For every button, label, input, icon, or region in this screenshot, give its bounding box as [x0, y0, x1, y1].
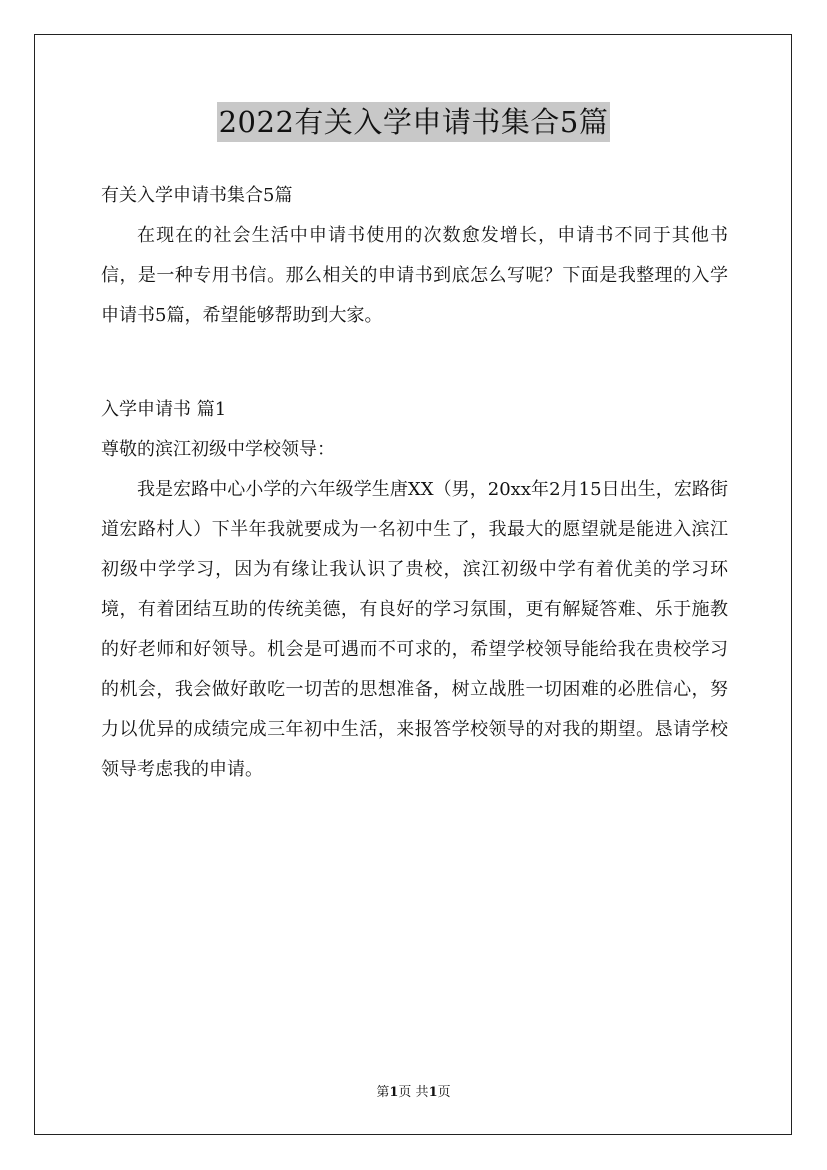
page-footer	[0, 1083, 827, 1103]
document-subtitle: 有关入学申请书集合5篇	[101, 185, 293, 206]
salutation: 尊敬的滨江初级中学校领导：	[101, 439, 335, 460]
document-body	[101, 176, 728, 790]
document-title: 2022有关入学申请书集合5篇	[217, 102, 611, 142]
footer-page-total: 1	[428, 1085, 438, 1100]
section-heading: 入学申请书 篇1	[101, 399, 227, 420]
footer-page-suffix: 页	[437, 1085, 451, 1100]
section-gap	[101, 336, 728, 390]
body-paragraph: 我是宏路中心小学的六年级学生唐XX（男，20xx年2月15日出生，宏路街道宏路村人）下半年我就要成为一名初中生了，我最大的愿望就是能进入滨江初级中学学习，因为有缘让我认识了贵校，滨江初级中学有着优美的学习环境，有着团结互助的传统美德，有良好的学习氛围，更有解疑答难、乐于施教的好老师和好领导。机会是可遇而不可求的，希望学校领导能给我在贵校学习的机会，我会做好敢吃一切苦的思想准备，树立战胜一切困难的必胜信心，努力以优异的成绩完成三年初中生活，来报答学校领导的对我的期望。恳请学校领导考虑我的申请。	[101, 479, 728, 780]
footer-page-prefix: 第	[376, 1085, 390, 1100]
footer-page-mid: 页 共	[398, 1085, 429, 1100]
title-container	[0, 102, 827, 142]
intro-paragraph: 在现在的社会生活中申请书使用的次数愈发增长，申请书不同于其他书信，是一种专用书信。那么相关的申请书到底怎么写呢？下面是我整理的入学申请书5篇，希望能够帮助到大家。	[101, 225, 728, 326]
footer-page-number: 1	[389, 1085, 399, 1100]
